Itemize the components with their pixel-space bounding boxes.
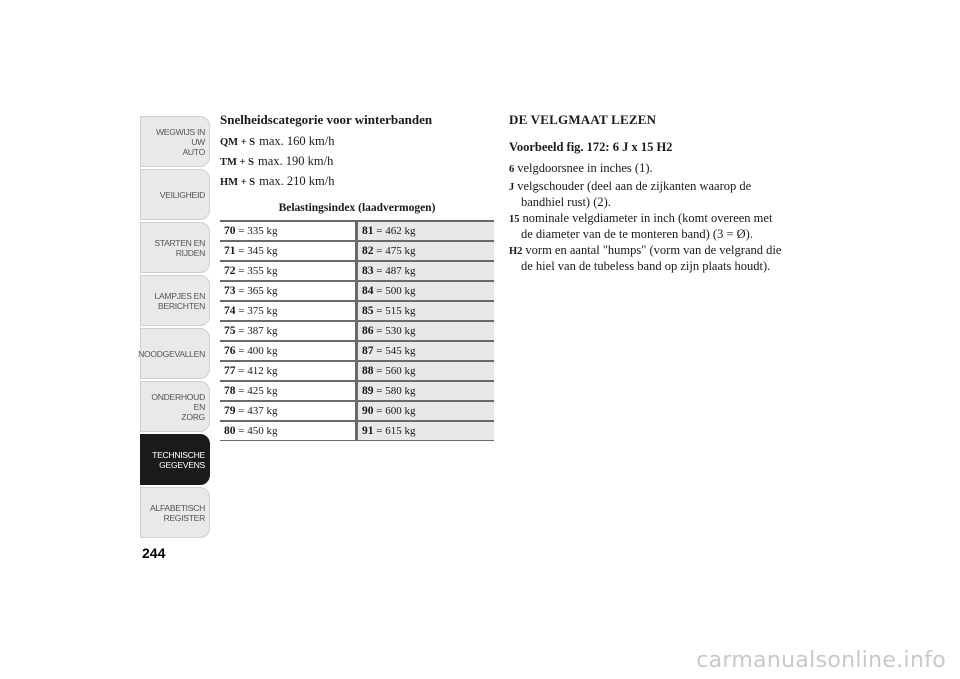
tab-label: VEILIGHEID [159,189,205,200]
load-index: 91 [362,425,374,437]
load-value: = 387 kg [238,325,278,337]
load-cell [357,261,495,281]
tab-lampjes-en-berichten[interactable] [140,275,210,326]
load-cell [357,281,495,301]
table-row [220,401,494,421]
speed-value: max. 210 km/h [259,174,335,188]
speed-row [220,172,494,192]
tab-noodgevallen[interactable] [140,328,210,379]
watermark: carmanualsonline.info [696,648,946,673]
load-index: 84 [362,285,374,297]
tab-label: LAMPJES EN BERICHTEN [154,290,205,311]
load-value: = 600 kg [376,405,416,417]
load-value: = 365 kg [238,285,278,297]
load-index: 82 [362,245,374,257]
load-index-title: Belastingsindex (laadvermogen) [278,202,436,214]
speed-row [220,132,494,152]
load-value: = 475 kg [376,245,416,257]
load-index: 77 [224,365,236,377]
table-row [220,221,494,241]
load-index: 89 [362,385,374,397]
speed-value: max. 160 km/h [259,134,335,148]
load-cell [357,221,495,241]
load-cell [357,341,495,361]
speed-value: max. 190 km/h [258,154,334,168]
page-number: 244 [142,545,166,561]
load-value: = 437 kg [238,405,278,417]
definition-text: velgdoorsnee in inches (1). [517,161,653,175]
load-value: = 515 kg [376,305,416,317]
left-column [220,112,494,441]
load-index: 78 [224,385,236,397]
tab-wegwijs[interactable] [140,116,210,167]
load-value: = 580 kg [376,385,416,397]
load-cell [357,361,495,381]
chapter-sidebar [140,116,210,540]
definition-item [509,243,784,274]
load-value: = 335 kg [238,225,278,237]
load-index: 85 [362,305,374,317]
load-index: 79 [224,405,236,417]
tab-starten-en-rijden[interactable] [140,222,210,273]
definition-item [509,179,784,210]
rim-example-subheading: Voorbeeld fig. 172: 6 J x 15 H2 [509,140,673,154]
definition-text: velgschouder (deel aan de zijkanten waarop de bandhiel rust) (2). [517,178,752,209]
load-value: = 450 kg [238,425,278,437]
tab-label: ONDERHOUD EN ZORG [151,391,205,422]
definition-key: J [509,181,515,193]
tab-label: STARTEN EN RIJDEN [154,237,205,258]
load-index: 83 [362,265,374,277]
load-index: 86 [362,325,374,337]
definition-text: nominale velgdiameter in inch (komt overeen met de diameter van de te monteren band) (3 = Ø). [521,210,773,241]
load-index: 70 [224,225,236,237]
load-index: 87 [362,345,374,357]
load-index: 74 [224,305,236,317]
speed-code: TM + S [220,157,254,168]
load-cell [220,361,357,381]
speed-code: HM + S [220,177,256,188]
load-cell [220,421,357,441]
tab-label: WEGWIJS IN UW AUTO [155,126,205,157]
load-cell [357,381,495,401]
table-row [220,281,494,301]
load-value: = 487 kg [376,265,416,277]
speed-row [220,152,494,172]
load-value: = 412 kg [238,365,278,377]
table-row [220,361,494,381]
load-cell [220,301,357,321]
table-row [220,301,494,321]
load-cell [357,241,495,261]
table-row [220,341,494,361]
load-value: = 400 kg [238,345,278,357]
load-value: = 560 kg [376,365,416,377]
definition-key: 15 [509,213,520,225]
winter-tyre-speed-heading: Snelheidscategorie voor winterbanden [220,112,433,127]
tab-veiligheid[interactable] [140,169,210,220]
load-index: 76 [224,345,236,357]
table-row [220,421,494,441]
load-cell [220,281,357,301]
definition-key: 6 [509,164,515,175]
rim-size-heading: DE VELGMAAT LEZEN [509,112,657,127]
table-row [220,261,494,281]
load-cell [220,381,357,401]
load-cell [357,301,495,321]
load-cell [220,241,357,261]
load-value: = 530 kg [376,325,416,337]
definition-item [509,211,784,242]
tab-technische-gegevens[interactable] [140,434,210,485]
load-value: = 500 kg [376,285,416,297]
load-value: = 345 kg [238,245,278,257]
load-cell [220,321,357,341]
load-value: = 425 kg [238,385,278,397]
load-index: 80 [224,425,236,437]
right-column [509,112,784,275]
load-index: 73 [224,285,236,297]
load-value: = 545 kg [376,345,416,357]
load-value: = 355 kg [238,265,278,277]
load-value: = 615 kg [376,425,416,437]
definition-key: H2 [509,245,523,257]
table-row [220,241,494,261]
tab-alfabetisch-register[interactable] [140,487,210,538]
tab-label: NOODGEVALLEN [138,348,205,359]
load-index-table [220,220,494,441]
load-value: = 375 kg [238,305,278,317]
speed-code: QM + S [220,137,256,148]
load-cell [357,421,495,441]
load-index: 75 [224,325,236,337]
load-value: = 462 kg [376,225,416,237]
load-cell [357,401,495,421]
tab-label: TECHNISCHE GEGEVENS [152,449,205,470]
load-index: 90 [362,405,374,417]
table-row [220,381,494,401]
load-index: 71 [224,245,236,257]
load-cell [220,401,357,421]
load-cell [220,261,357,281]
definition-item [509,161,784,178]
load-index: 88 [362,365,374,377]
load-cell [220,341,357,361]
definition-text: vorm en aantal "humps" (vorm van de velgrand die de hiel van de tubeless band op zijn plaats houdt). [521,242,782,273]
load-index: 72 [224,265,236,277]
table-row [220,321,494,341]
load-cell [220,221,357,241]
tab-onderhoud-en-zorg[interactable] [140,381,210,432]
tab-label: ALFABETISCH REGISTER [150,502,205,523]
load-cell [357,321,495,341]
load-index: 81 [362,225,374,237]
